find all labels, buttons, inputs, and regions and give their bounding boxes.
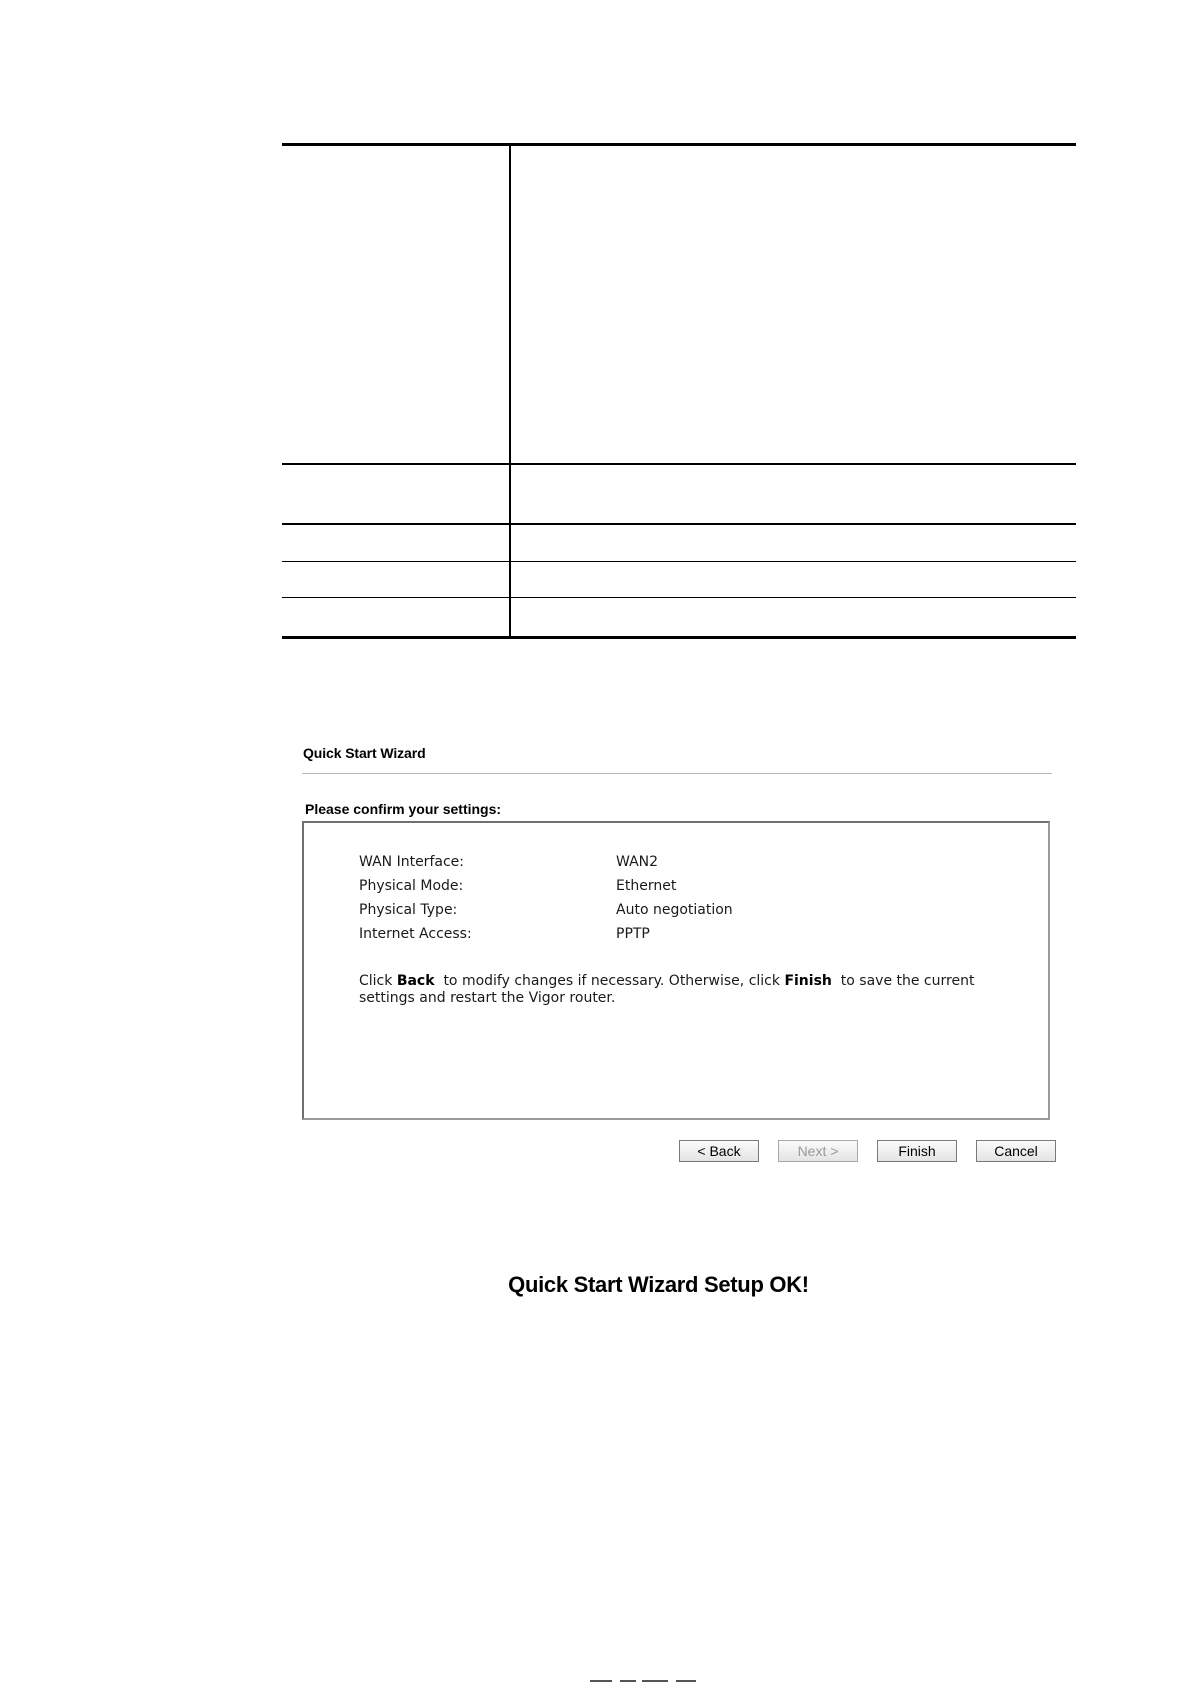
setting-value: WAN2 (616, 854, 659, 870)
setting-value: Auto negotiation (616, 902, 733, 918)
instruction-text: Click (359, 973, 397, 989)
confirm-instruction (359, 973, 1019, 1007)
instruction-back-word: Back (396, 973, 435, 989)
setting-label: Internet Access: (359, 926, 472, 942)
setting-label: WAN Interface: (359, 854, 464, 870)
instruction-text: to save the current settings and restart the Vigor router. (359, 973, 979, 1006)
cancel-button[interactable]: Cancel (976, 1140, 1056, 1162)
table-top-rule (282, 143, 1076, 146)
finish-button[interactable]: Finish (877, 1140, 957, 1162)
table-row-divider (282, 561, 1076, 562)
confirm-heading: Please confirm your settings: (305, 801, 502, 817)
title-divider (302, 773, 1052, 774)
quick-start-wizard (302, 738, 1052, 1178)
instruction-text: to modify changes if necessary. Otherwise, click (434, 973, 785, 989)
wizard-title: Quick Start Wizard (303, 745, 426, 761)
table-bottom-rule (282, 636, 1076, 639)
instruction-finish-word: Finish (784, 973, 832, 989)
setting-label: Physical Type: (359, 902, 458, 918)
setting-label: Physical Mode: (359, 878, 464, 894)
table-row-divider (282, 523, 1076, 525)
setting-value: Ethernet (616, 878, 677, 894)
table-column-divider (509, 143, 511, 638)
settings-summary-box (302, 821, 1050, 1120)
table-row-divider (282, 463, 1076, 465)
manual-table (282, 143, 1076, 638)
back-button[interactable]: < Back (679, 1140, 759, 1162)
setup-ok-message: Quick Start Wizard Setup OK! (508, 1272, 809, 1297)
next-button[interactable]: Next > (778, 1140, 858, 1162)
setting-value: PPTP (616, 926, 650, 942)
table-row-divider (282, 597, 1076, 598)
